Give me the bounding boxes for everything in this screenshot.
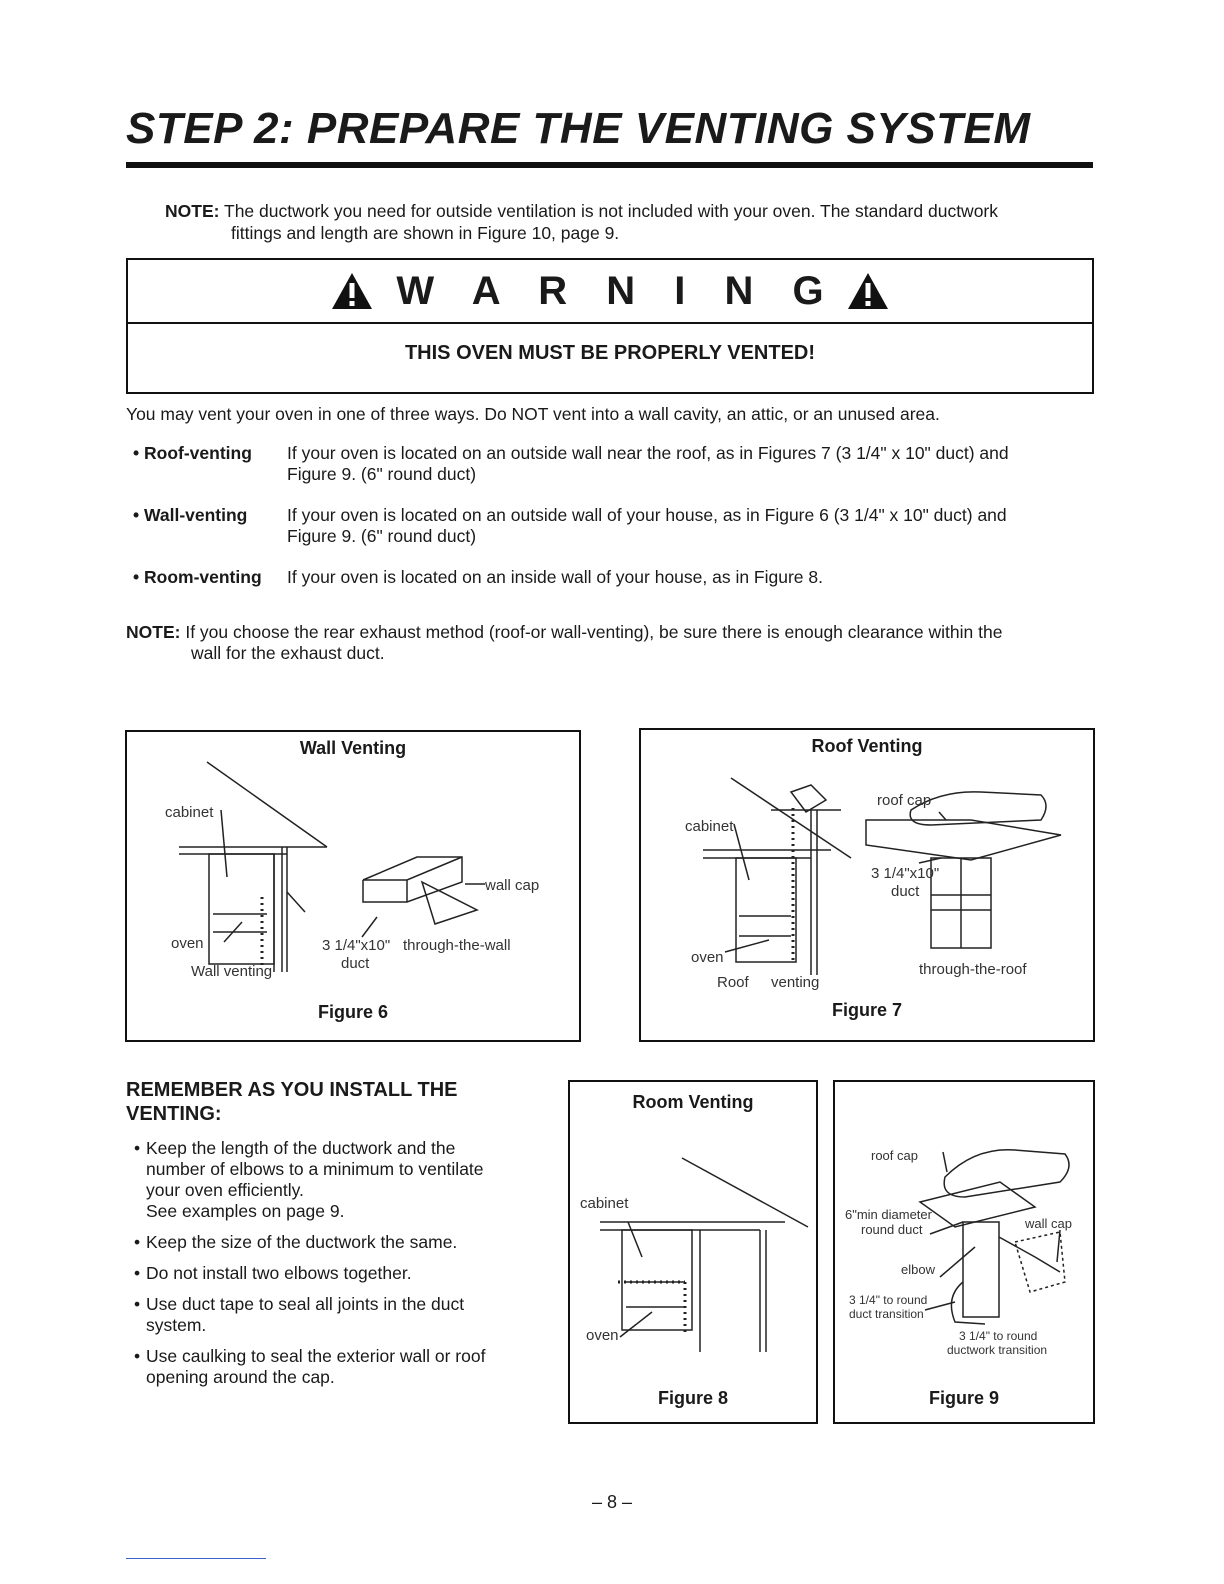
figure-8	[568, 1080, 818, 1424]
wall-venting-illustration	[127, 732, 579, 1040]
note-ductwork	[165, 200, 1095, 244]
room-venting-illustration	[570, 1082, 816, 1422]
label-duct-size: 3 1/4"x10"	[322, 937, 391, 954]
label-duct-size: 3 1/4"x10"	[871, 865, 940, 882]
method-term: • Roof-venting	[133, 443, 252, 463]
label-wall-cap: wall cap	[1025, 1216, 1072, 1231]
figure-caption: Figure 6	[317, 1002, 388, 1022]
intro-text: You may vent your oven in one of three ways. Do NOT vent into a wall cavity, an attic, or an unused area.	[126, 404, 940, 424]
label-transition: duct transition	[849, 1307, 924, 1321]
warning-triangle-icon	[846, 271, 890, 311]
method-room	[133, 567, 1093, 589]
remember-list	[134, 1138, 534, 1398]
method-term: • Room-venting	[133, 567, 262, 587]
note-label: NOTE:	[126, 622, 181, 642]
label-transition: 3 1/4" to round	[959, 1329, 1038, 1343]
method-desc: If your oven is located on an outside wall near the roof, as in Figures 7 (3 1/4" x 10" duct) and Figure 9. (6" round duct)	[287, 443, 1009, 484]
note-label: NOTE:	[165, 201, 220, 221]
label-duct: duct	[891, 883, 920, 900]
label-oven: oven	[586, 1327, 619, 1344]
label-round-duct: round duct	[861, 1222, 923, 1237]
label-cabinet: cabinet	[165, 804, 214, 821]
note-line-2: fittings and length are shown in Figure 10, page 9.	[231, 223, 620, 243]
label-through-the-wall: through-the-wall	[403, 937, 511, 954]
note-line-1: The ductwork you need for outside ventilation is not included with your oven. The standard ductwork	[224, 201, 999, 221]
list-item: • Use duct tape to seal all joints in the duct system.	[134, 1294, 534, 1336]
label-roof-cap: roof cap	[871, 1148, 918, 1163]
footer-link-line	[126, 1558, 266, 1559]
figure-title: Roof Venting	[811, 736, 923, 756]
warning-triangle-icon	[330, 271, 374, 311]
list-item: • Keep the size of the ductwork the same.	[134, 1232, 534, 1253]
round-duct-illustration	[835, 1082, 1093, 1422]
method-wall	[133, 505, 1093, 549]
warning-message: THIS OVEN MUST BE PROPERLY VENTED!	[404, 342, 816, 364]
label-oven: oven	[691, 949, 724, 966]
method-term: • Wall-venting	[133, 505, 248, 525]
note-line-2: wall for the exhaust duct.	[191, 643, 385, 663]
list-item: • Use caulking to seal the exterior wall or roof opening around the cap.	[134, 1346, 534, 1388]
label-cabinet: cabinet	[685, 818, 734, 835]
warning-header	[128, 260, 1092, 324]
method-roof	[133, 443, 1093, 487]
label-duct: duct	[341, 955, 370, 972]
title-rule	[126, 162, 1093, 168]
label-oven: oven	[171, 935, 204, 952]
label-roof: Roof	[717, 974, 749, 991]
figure-title: Wall Venting	[299, 738, 407, 758]
label-transition: ductwork transition	[947, 1343, 1048, 1357]
label-elbow: elbow	[901, 1262, 935, 1277]
page-number: – 8 –	[591, 1492, 633, 1512]
note-line-1: If you choose the rear exhaust method (roof-or wall-venting), be sure there is enough clearance within the	[185, 622, 1003, 642]
warning-box	[126, 258, 1094, 394]
list-item: • Do not install two elbows together.	[134, 1263, 534, 1284]
figure-6	[125, 730, 581, 1042]
roof-venting-illustration	[641, 730, 1093, 1040]
label-min-diameter: 6"min diameter	[845, 1207, 932, 1222]
figure-caption: Figure 9	[928, 1388, 999, 1408]
label-cabinet: cabinet	[580, 1195, 629, 1212]
label-transition: 3 1/4" to round	[849, 1293, 928, 1307]
page-title: STEP 2: PREPARE THE VENTING SYSTEM	[126, 104, 1031, 153]
figure-7	[639, 728, 1095, 1042]
label-venting: venting	[771, 974, 820, 991]
warning-word: W A R N I N G	[396, 268, 838, 313]
method-desc: If your oven is located on an inside wall of your house, as in Figure 8.	[287, 567, 823, 587]
figure-title: Room Venting	[632, 1092, 754, 1112]
note-clearance	[126, 622, 1096, 664]
figure-caption: Figure 7	[831, 1000, 902, 1020]
remember-heading: REMEMBER AS YOU INSTALL THE VENTING:	[126, 1079, 458, 1125]
label-through-the-roof: through-the-roof	[919, 961, 1027, 978]
figure-caption: Figure 8	[657, 1388, 728, 1408]
label-roof-cap: roof cap	[877, 792, 932, 809]
list-item: • Keep the length of the ductwork and the number of elbows to a minimum to ventilate your oven efficiently. See examples on page 9.	[134, 1138, 534, 1222]
label-wall-venting: Wall venting	[191, 963, 273, 980]
figure-9	[833, 1080, 1095, 1424]
method-desc: If your oven is located on an outside wall of your house, as in Figure 6 (3 1/4" x 10" duct) and Figure 9. (6" round duct)	[287, 505, 1007, 546]
label-wall-cap: wall cap	[485, 877, 540, 894]
